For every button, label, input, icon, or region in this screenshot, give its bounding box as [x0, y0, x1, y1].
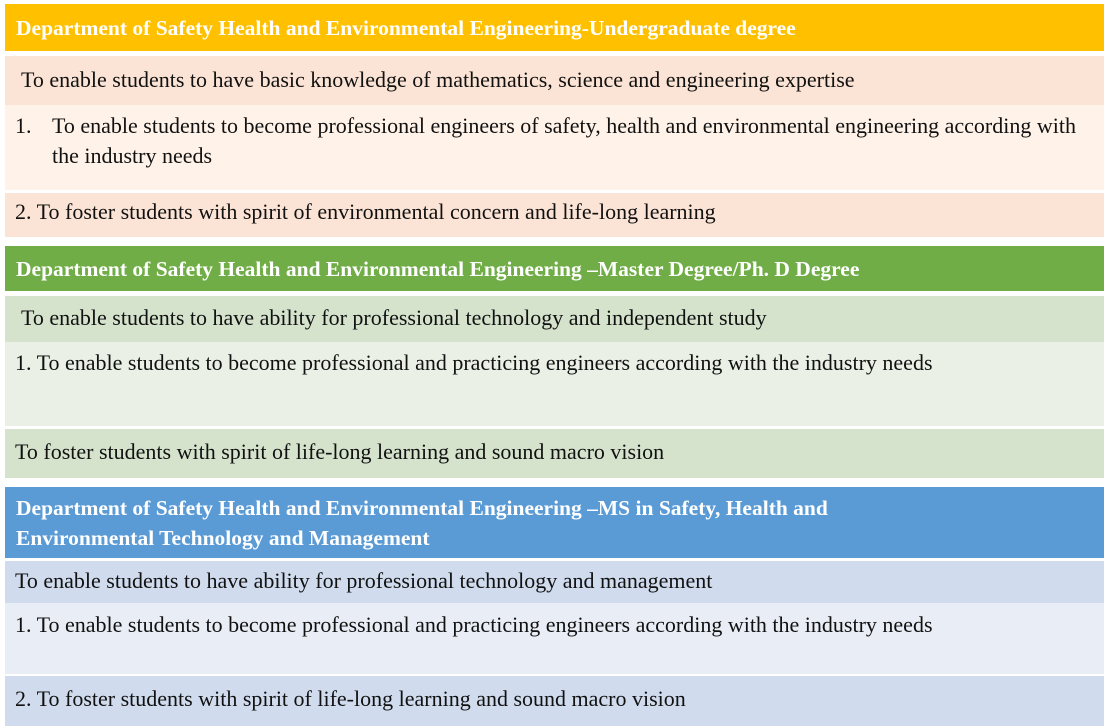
undergraduate-title: Department of Safety Health and Environmental Engineering-Undergraduate degree	[16, 15, 796, 40]
ms-management-item-2: 2. To foster students with spirit of life-long learning and sound macro vision	[5, 676, 1104, 726]
undergraduate-goal: To enable students to have basic knowledge of mathematics, science and engineering expertise	[5, 56, 1104, 105]
master-phd-item-1: 1. To enable students to become professional and practicing engineers according with the industry needs	[5, 342, 1104, 426]
master-phd-title: Department of Safety Health and Environmental Engineering –Master Degree/Ph. D Degree	[16, 256, 860, 281]
undergraduate-item-1	[5, 105, 1104, 190]
master-phd-goal: To enable students to have ability for professional technology and independent study	[5, 296, 1104, 342]
undergraduate-item-2: 2. To foster students with spirit of environmental concern and life-long learning	[5, 193, 1104, 237]
ms-management-title-line-1: Department of Safety Health and Environmental Engineering –MS in Safety, Health and	[16, 496, 828, 520]
master-phd-section	[5, 246, 1104, 479]
master-phd-header	[5, 246, 1104, 291]
undergraduate-item-1-text: To enable students to become professional engineers of safety, health and environmental engineering according with the industry needs	[52, 113, 1076, 168]
undergraduate-section	[5, 4, 1104, 237]
ms-management-item-1: 1. To enable students to become professional and practicing engineers according with the industry needs	[5, 603, 1104, 674]
ms-management-section	[5, 487, 1104, 726]
master-phd-item-2: To foster students with spirit of life-long learning and sound macro vision	[5, 429, 1104, 478]
undergraduate-header	[5, 4, 1104, 51]
ms-management-goal: To enable students to have ability for professional technology and management	[5, 561, 1104, 603]
ms-management-title-line-2: Environmental Technology and Management	[16, 526, 430, 550]
undergraduate-item-1-number: 1.	[15, 113, 32, 138]
ms-management-header	[5, 487, 1104, 558]
